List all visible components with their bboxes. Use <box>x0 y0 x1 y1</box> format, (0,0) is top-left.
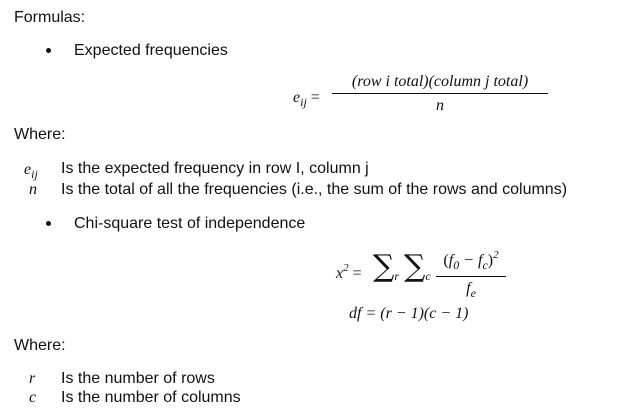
bullet-chi-square: Chi-square test of independence <box>74 215 306 232</box>
eq2-denominator: $f_e$ <box>466 280 476 300</box>
eq2-fraction <box>436 245 506 303</box>
where2-desc-r: Is the number of rows <box>61 370 215 387</box>
bullet-dot <box>46 48 51 53</box>
eq2-numerator: $(f_0 - f_c)^2$ <box>443 249 499 272</box>
eq1-fraction <box>332 72 548 116</box>
eq2-fraction-bar <box>436 276 506 277</box>
where-heading: Where: <box>14 126 66 143</box>
eq2-sum-c: $\sum_c$ <box>404 249 431 284</box>
bullet-dot <box>46 221 51 226</box>
eq2-sum-r: $\sum_r$ <box>373 249 400 284</box>
eq1-fraction-bar <box>332 93 548 94</box>
where1-desc-n: Is the total of all the frequencies (i.e., the sum of the rows and columns) <box>61 181 568 198</box>
where2-sym-c: c <box>29 389 37 406</box>
eq2-lhs: $x^2$ = <box>336 262 362 282</box>
eq1-lhs: $e_{ij}$ = <box>293 89 320 109</box>
where2-desc-c: Is the number of columns <box>61 389 241 406</box>
formulas-heading: Formulas: <box>14 9 86 26</box>
where1-sym-n: n <box>29 181 37 198</box>
where2-sym-r: r <box>29 370 36 387</box>
eq1-numerator: (row i total)(column j total) <box>351 73 529 90</box>
bullet-expected-frequencies: Expected frequencies <box>74 42 228 59</box>
where1-sym-eij: $e_{ij}$ <box>24 161 38 181</box>
eq3-df: df = (r − 1)(c − 1) <box>349 305 469 322</box>
where1-desc-eij: Is the expected frequency in row I, column j <box>61 160 369 177</box>
eq1-denominator: n <box>436 97 444 114</box>
where-heading-2: Where: <box>14 337 66 354</box>
